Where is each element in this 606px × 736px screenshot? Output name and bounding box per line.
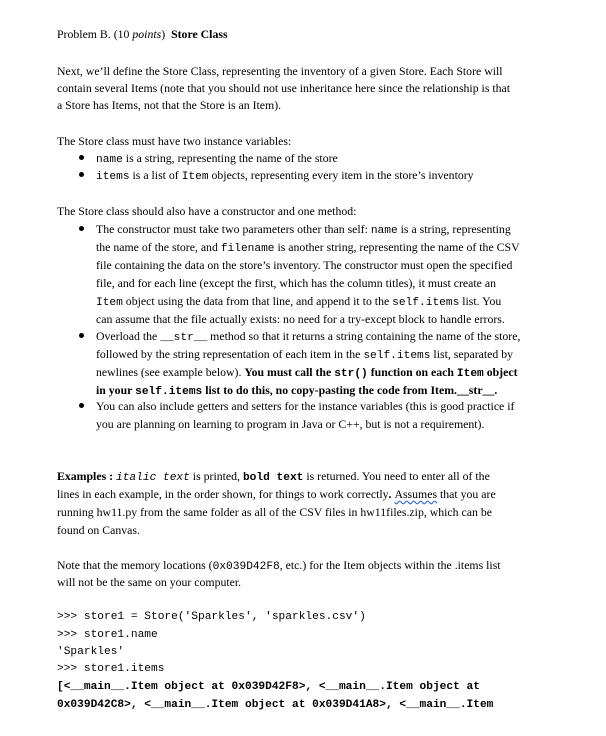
constructor-line-1: The constructor must take two parameters other than self: name is a string, representing <box>96 222 511 237</box>
note-line-2: will not be the same on your computer. <box>57 575 242 589</box>
str-line-1: Overload the __str__ method so that it returns a string containing the name of the store, <box>96 329 521 344</box>
code-line-1: >>> store1 = Store('Sparkles', 'sparkles.csv') <box>57 611 366 623</box>
bullet-icon <box>79 172 84 177</box>
code-line-4: >>> store1.items <box>57 663 165 675</box>
constructor-line-4: file, and for each line (except the first, which has the column titles), it must create an <box>96 276 496 290</box>
code-line-2: >>> store1.name <box>57 629 158 641</box>
bullet-icon <box>79 403 84 408</box>
intro-line-3: a Store has Items, not that the Store is an Item). <box>57 98 282 112</box>
examples-line-3: running hw11.py from the same folder as all of the CSV files in hw11files.zip, which can be <box>57 505 492 519</box>
str-line-2: followed by the string representation of each item in the self.items list, separated by <box>96 347 514 362</box>
section-title: Store Class <box>171 27 228 41</box>
var-name-item: name is a string, representing the name of the store <box>96 151 338 166</box>
str-line-3: newlines (see example below). You must call the str() function on each Item object <box>96 365 518 380</box>
constructor-line-3: file containing the data on the store’s inventory. The constructor must open the specified <box>96 258 513 272</box>
getters-line-1: You can also include getters and setters for the instance variables (this is good practice if <box>96 399 515 413</box>
problem-header: Problem B. (10 points) Store Class <box>57 27 228 41</box>
intro-line-1: Next, we’ll define the Store Class, representing the inventory of a given Store. Each Store will <box>57 64 503 78</box>
vars-heading: The Store class must have two instance variables: <box>57 134 292 148</box>
constructor-line-5: Item object using the data from that line, and append it to the self.items list. You <box>96 294 502 309</box>
constructor-line-6: can assume that the file actually exists: no need for a try-except block to handle errors. <box>96 312 505 326</box>
str-line-4: in your self.items list to do this, no copy-pasting the code from Item.__str__. <box>96 383 498 398</box>
code-line-3: 'Sparkles' <box>57 646 125 658</box>
note-line-1: Note that the memory locations (0x039D42F8, etc.) for the Item objects within the .items list <box>57 558 501 573</box>
var-items-item: items is a list of Item objects, representing every item in the store’s inventory <box>96 168 474 183</box>
examples-line-2: lines in each example, in the order shown, for things to work correctly. Assumes that you are <box>57 487 496 501</box>
constructor-line-2: the name of the store, and filename is another string, representing the name of the CSV <box>96 240 520 255</box>
code-line-5: [<__main__.Item object at 0x039D42F8>, <__main__.Item object at <box>57 681 480 693</box>
methods-heading: The Store class should also have a constructor and one method: <box>57 204 357 218</box>
bullet-icon <box>79 155 84 160</box>
examples-line-4: found on Canvas. <box>57 523 140 537</box>
examples-line-1: Examples : italic text is printed, bold text is returned. You need to enter all of the <box>57 469 490 484</box>
intro-line-2: contain several Items (note that you should not use inheritance here since the relationship is that <box>57 81 511 95</box>
bullet-icon <box>79 226 84 231</box>
getters-line-2: you are planning on learning to program in Java or C++, but is not a requirement). <box>96 417 485 431</box>
bullet-icon <box>79 333 84 338</box>
code-line-6: 0x039D42C8>, <__main__.Item object at 0x039D41A8>, <__main__.Item <box>57 699 494 711</box>
